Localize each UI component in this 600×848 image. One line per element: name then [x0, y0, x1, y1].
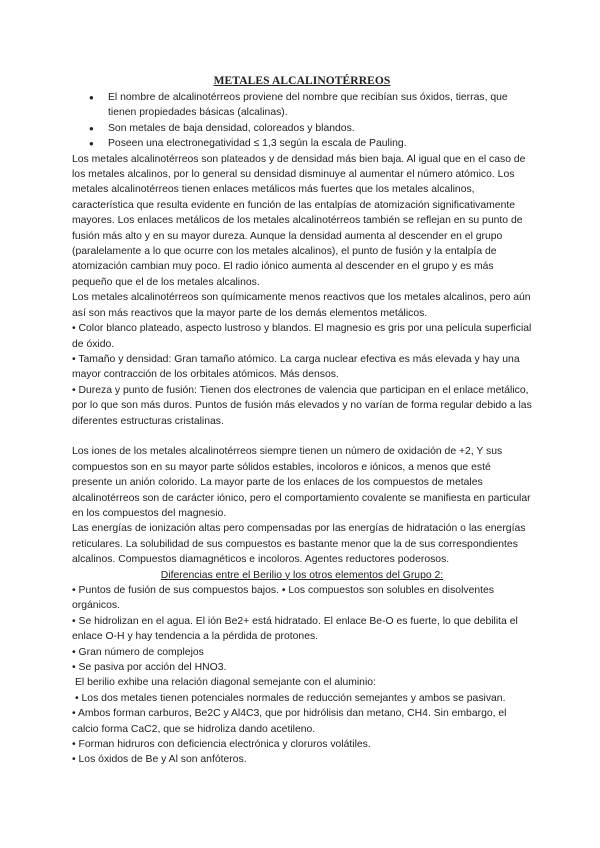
diagonal-relation-intro: El berilio exhibe una relación diagonal semejante con el aluminio:	[75, 677, 376, 689]
paragraph-ionization: Las energías de ionización altas pero compensadas por las energías de hidratación o las energías reticulares. La solubilidad de sus compuestos es bastante menor que la de sus correspondientes alcalinos. Compuestos diamagnéticos e incoloros. Agentes reductores poderosos.	[72, 523, 526, 566]
beryllium-point: • Se hidrolizan en el agua. El ión Be2+ está hidratado. El enlace Be-O es fuerte, lo que debilita el enlace O-H y hay tendencia a la pérdida de protones.	[72, 615, 518, 643]
intro-bullet: ● Son metales de baja densidad, coloreados y blandos.	[108, 121, 532, 136]
paragraph-ions: Los iones de los metales alcalinotérreos siempre tienen un número de oxidación de +2, Y sus compuestos son en su mayor parte sólidos estables, incoloros e iónicos, a menos que esté presente un anión colorido. La mayor parte de los enlaces de los compuestos de metales alcalinotérreos son de carácter iónico, pero el comportamiento covalente se manifiesta en particular en los compuestos del magnesio.	[72, 446, 531, 519]
intro-bullet: ● El nombre de alcalinotérreos proviene del nombre que recibían sus óxidos, tierras, que tienen propiedades básicas (alcalinas).	[108, 90, 532, 121]
intro-bullet-list	[72, 90, 532, 152]
beryllium-point: • Gran número de complejos	[72, 646, 204, 658]
intro-bullet: ● Poseen una electronegatividad ≤ 1,3 según la escala de Pauling.	[108, 136, 532, 151]
beryllium-point: • Se pasiva por acción del HNO3.	[72, 662, 227, 674]
diagonal-point: • Forman hidruros con deficiencia electrónica y cloruros volátiles.	[72, 739, 371, 751]
diagonal-point: • Ambos forman carburos, Be2C y Al4C3, que por hidrólisis dan metano, CH4. Sin embargo, el calcio forma CaC2, que se hidroliza dando acetileno.	[72, 708, 507, 735]
bullet-hardness: • Dureza y punto de fusión: Tienen dos electrones de valencia que participan en el enlace metálico, por lo que son más duros. Puntos de fusión más elevados y no varían de forma regular debido a las diferentes estructuras cristalinas.	[72, 384, 532, 427]
paragraph-reactivity: Los metales alcalinotérreos son químicamente menos reactivos que los metales alcalinos, pero aún así son más reactivos que la mayor parte de los demás elementos metálicos.	[72, 292, 531, 319]
paragraph-properties: Los metales alcalinotérreos son plateados y de densidad más bien baja. Al igual que en el caso de los metales alcalinos, por lo general su densidad disminuye al aumentar el número atómico. Los metales alcalinotérreos tienen enlaces metálicos más fuertes que los metales alcalinos, característica que resulta evidente en función de las entalpías de atomización significativamente mayores. Los enlaces metálicos de los metales alcalinotérreos también se reflejan en su punto de fusión más alto y en su mayor dureza. Aunque la densidad aumenta al descender en el grupo (paralelamente a lo que ocurre con los metales alcalinos), el punto de fusión y la entalpía de atomización cambian muy poco. El radio iónico aumenta al descender en el grupo y es más pequeño que el de los metales alcalinos.	[72, 153, 526, 288]
bullet-size-density: • Tamaño y densidad: Gran tamaño atómico. La carga nuclear efectiva es más elevada y hay una mayor contracción de los orbitales atómicos. Más densos.	[72, 353, 520, 381]
document-page	[72, 73, 532, 768]
diagonal-point: • Los óxidos de Be y Al son anfóteros.	[72, 754, 247, 766]
section-subheading: Diferencias entre el Berilio y los otros elementos del Grupo 2:	[160, 569, 444, 581]
bullet-color: • Color blanco plateado, aspecto lustroso y blandos. El magnesio es gris por una película superficial de óxido.	[72, 323, 532, 350]
page-title: METALES ALCALINOTÉRREOS	[213, 75, 391, 87]
blank-line	[72, 429, 532, 444]
diagonal-point: • Los dos metales tienen potenciales normales de reducción semejantes y ambos se pasivan.	[75, 692, 506, 704]
beryllium-point: • Puntos de fusión de sus compuestos bajos. • Los compuestos son solubles en disolventes orgánicos.	[72, 584, 494, 612]
